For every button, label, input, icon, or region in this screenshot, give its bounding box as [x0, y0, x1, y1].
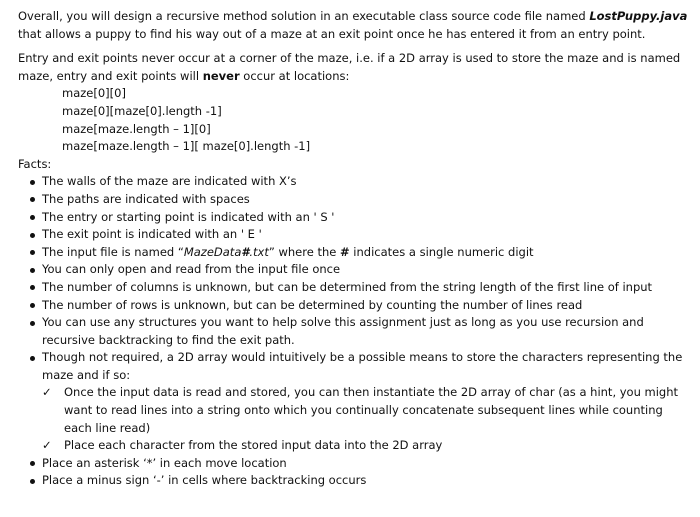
locations-list: [18, 85, 688, 155]
location-item: maze[0][0]: [62, 86, 126, 101]
fact-text: The number of rows is unknown, but can be determined by counting the number of lines read: [42, 297, 583, 312]
filename: LostPuppy.java: [589, 9, 688, 23]
fact-item: [18, 297, 688, 315]
fact-item: [18, 173, 688, 191]
intro-text-end: that allows a puppy to find his way out of a maze at an exit point once he has entered it from an entry point.: [18, 26, 646, 41]
facts-heading: Facts:: [18, 156, 52, 171]
fact-item: [18, 226, 688, 244]
fact-item: [18, 279, 688, 297]
fact-text: The entry or starting point is indicated with an ' S ': [42, 209, 335, 224]
never-emphasis: never: [202, 68, 240, 83]
hash-symbol: #: [241, 244, 250, 259]
fact-text: The walls of the maze are indicated with X’s: [42, 174, 297, 189]
intro-text: Overall, you will design a recursive method solution in an executable class source code file named: [18, 9, 590, 23]
check-text: Once the input data is read and stored, you can then instantiate the 2D array of char (as a hint, you might want to read lines into a string onto which you continually concatenate subsequent lines while counting each line read): [64, 385, 679, 435]
checkmark-icon: ✓: [42, 385, 52, 400]
fact-text: You can use any structures you want to help solve this assignment just as long as you use recursion and recursive backtracking to find the exit path.: [42, 315, 644, 347]
fact-text: The paths are indicated with spaces: [42, 191, 250, 206]
check-item: [18, 437, 688, 455]
check-text: Place each character from the stored input data into the 2D array: [64, 438, 443, 453]
fact-item: [18, 314, 688, 349]
fact-text: You can only open and read from the input file once: [42, 262, 341, 277]
array-sub-list: [18, 384, 688, 454]
location-item: maze[maze.length – 1][0]: [62, 121, 211, 136]
fact-item: [18, 209, 688, 227]
fact-item: [18, 261, 688, 279]
checkmark-icon: ✓: [42, 438, 52, 453]
entry-exit-text-end: occur at locations:: [239, 68, 350, 83]
location-item: maze[0][maze[0].length -1]: [62, 103, 222, 118]
input-filename-part: MazeData: [183, 244, 242, 259]
fact-text: ” where the: [268, 244, 340, 259]
fact-text: The input file is named “: [42, 244, 184, 259]
fact-item: [18, 349, 688, 384]
facts-list-continued: [18, 455, 688, 490]
fact-item: [18, 455, 688, 473]
fact-item: [18, 472, 688, 490]
fact-text: indicates a single numeric digit: [349, 244, 534, 259]
check-item: [18, 384, 688, 437]
entry-exit-text: Entry and exit points never occur at a corner of the maze, i.e. if a 2D array is used to store the maze and is named maze, entry and exit points will: [18, 51, 681, 83]
facts-list: [18, 173, 688, 384]
entry-exit-paragraph: [18, 50, 688, 85]
fact-text: Place a minus sign ‘-’ in cells where backtracking occurs: [42, 473, 367, 488]
fact-text: Place an asterisk ‘*’ in each move location: [42, 455, 287, 470]
location-item: maze[maze.length – 1][ maze[0].length -1]: [62, 139, 311, 154]
fact-text: The number of columns is unknown, but can be determined from the string length of the first line of input: [42, 279, 653, 294]
fact-item: [18, 191, 688, 209]
fact-text: Though not required, a 2D array would intuitively be a possible means to store the characters representing the maze and if so:: [42, 350, 683, 382]
input-filename-ext: .txt: [249, 244, 269, 259]
fact-item: [18, 244, 688, 262]
fact-text: The exit point is indicated with an ' E ': [42, 227, 262, 242]
hash-symbol: #: [340, 244, 350, 259]
intro-paragraph: [18, 8, 688, 43]
